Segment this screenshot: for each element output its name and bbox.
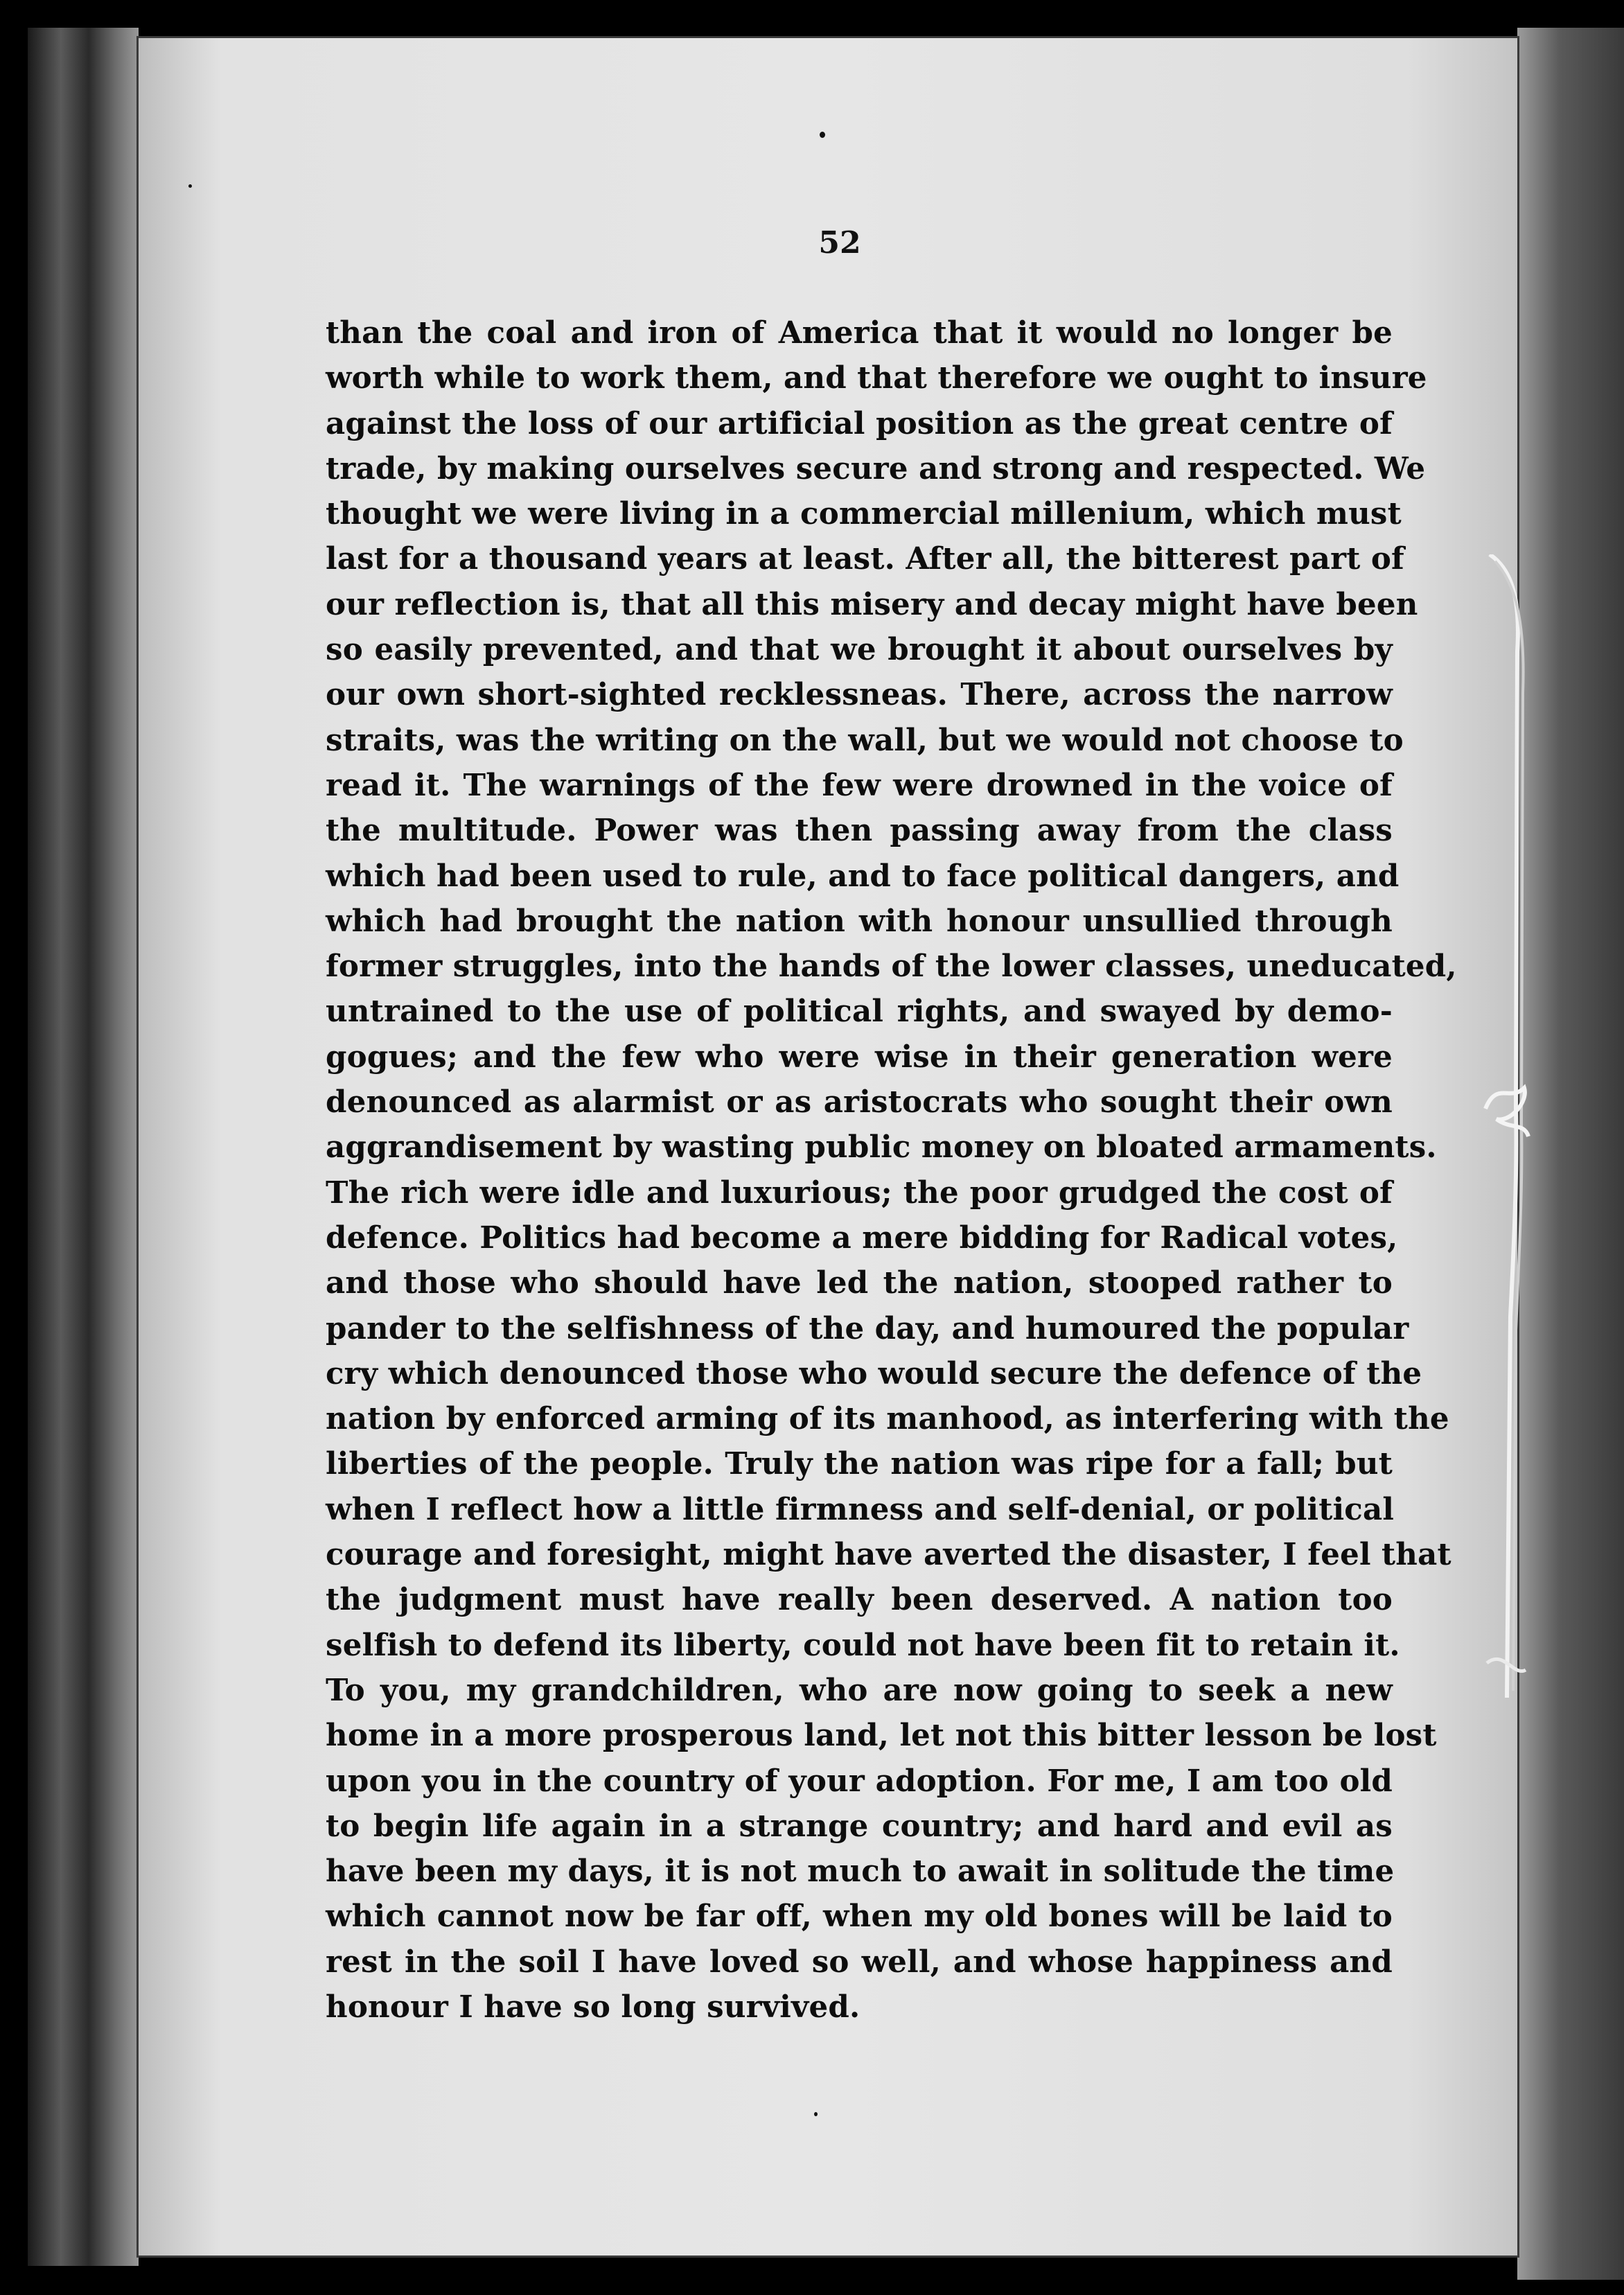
- text-line: honour I have so long survived.: [326, 1989, 860, 2025]
- book-cover-board: [1517, 28, 1624, 2280]
- text-line: have been my days, it is not much to await in solitude the time: [326, 1854, 1395, 1890]
- text-line: pander to the selfishness of the day, and humoured the popular: [326, 1310, 1409, 1346]
- text-line: rest in the soil I have loved so well, and whose happiness and: [326, 1944, 1393, 1980]
- page-speck: [814, 2112, 818, 2116]
- text-line: To you, my grandchildren, who are now going to seek a new: [326, 1672, 1393, 1708]
- text-line: upon you in the country of your adoption. For me, I am too old: [326, 1763, 1393, 1799]
- text-line: which had brought the nation with honour unsullied through: [326, 903, 1393, 939]
- text-line: read it. The warnings of the few were drowned in the voice of: [326, 767, 1393, 803]
- text-line: The rich were idle and luxurious; the poor grudged the cost of: [326, 1175, 1393, 1211]
- text-line: our reflection is, that all this misery and decay might have been: [326, 586, 1418, 622]
- text-line: untrained to the use of political rights, and swayed by demo-: [326, 994, 1393, 1030]
- text-line: which had been used to rule, and to face political dangers, and: [326, 858, 1400, 894]
- text-line: defence. Politics had become a mere bidding for Radical votes,: [326, 1220, 1398, 1256]
- text-line: home in a more prosperous land, let not this bitter lesson be lost: [326, 1718, 1437, 1754]
- text-line: and those who should have led the nation, stooped rather to: [326, 1265, 1393, 1301]
- text-line: trade, by making ourselves secure and strong and respected. We: [326, 450, 1426, 486]
- text-line: our own short-sighted recklessneas. There, across the narrow: [326, 677, 1393, 713]
- text-line: to begin life again in a strange country; and hard and evil as: [326, 1808, 1393, 1844]
- text-line: straits, was the writing on the wall, but we would not choose to: [326, 722, 1404, 758]
- text-line: than the coal and iron of America that it would no longer be: [326, 315, 1393, 351]
- text-line: gogues; and the few who were wise in their generation were: [326, 1039, 1393, 1075]
- text-line: which cannot now be far off, when my old bones will be laid to: [326, 1899, 1393, 1935]
- text-line: the multitude. Power was then passing away from the class: [326, 813, 1393, 849]
- text-line: cry which denounced those who would secure the defence of the: [326, 1355, 1422, 1391]
- page-body-text: [326, 310, 1457, 2043]
- text-line: thought we were living in a commercial millenium, which must: [326, 496, 1402, 532]
- text-line: liberties of the people. Truly the nation was ripe for a fall; but: [326, 1446, 1393, 1482]
- page-speck: [820, 132, 825, 138]
- book-left-edge: [28, 28, 139, 2266]
- text-line: against the loss of our artificial position as the great centre of: [326, 405, 1393, 441]
- text-line: last for a thousand years at least. After all, the bitterest part of: [326, 541, 1404, 577]
- page-number: 52: [818, 225, 861, 261]
- text-line: the judgment must have really been deserved. A nation too: [326, 1582, 1393, 1618]
- text-line: courage and foresight, might have averted the disaster, I feel that: [326, 1537, 1451, 1573]
- text-line: selfish to defend its liberty, could not have been fit to retain it.: [326, 1627, 1400, 1663]
- text-line: aggrandisement by wasting public money on bloated armaments.: [326, 1129, 1437, 1166]
- text-line: worth while to work them, and that therefore we ought to insure: [326, 360, 1427, 396]
- text-line: former struggles, into the hands of the lower classes, uneducated,: [326, 949, 1457, 985]
- page-speck: [188, 184, 192, 188]
- text-line: so easily prevented, and that we brought it about ourselves by: [326, 632, 1393, 668]
- binding-string-icon: [1483, 554, 1531, 1698]
- text-line: denounced as alarmist or as aristocrats who sought their own: [326, 1084, 1393, 1120]
- text-line: when I reflect how a little firmness and self-denial, or political: [326, 1491, 1395, 1527]
- text-line: nation by enforced arming of its manhood, as interfering with the: [326, 1401, 1449, 1437]
